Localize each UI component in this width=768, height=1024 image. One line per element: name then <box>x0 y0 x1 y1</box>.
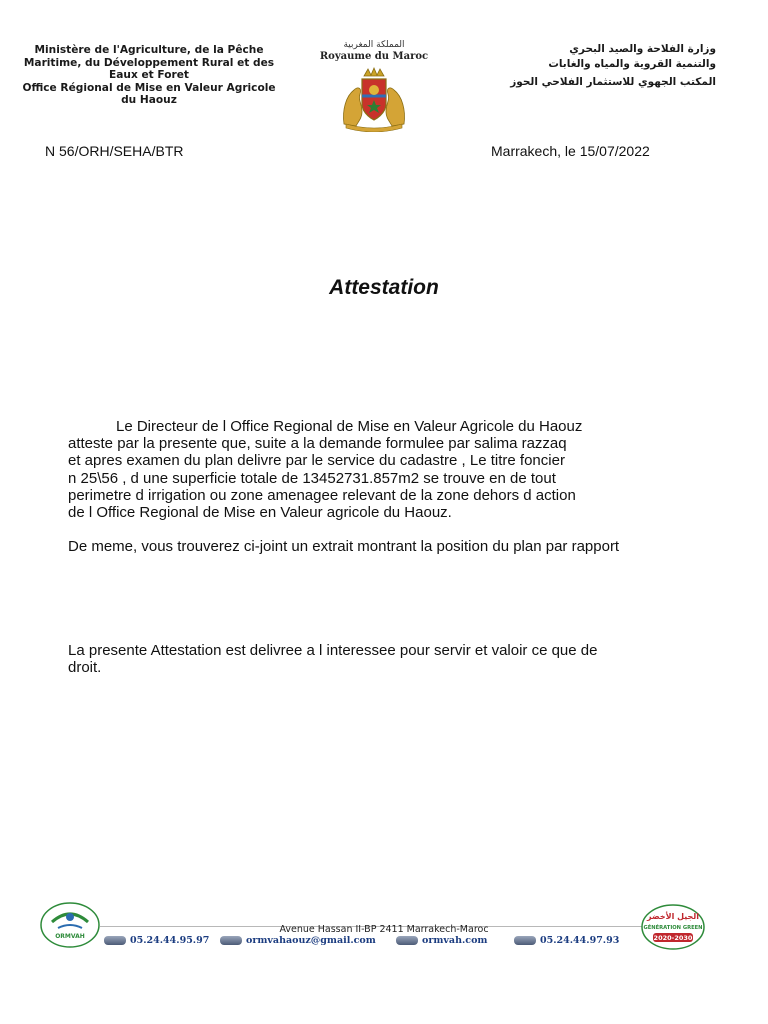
kingdom-emblem-block <box>312 40 436 132</box>
generation-green-text: GÉNÉRATION GREEN <box>643 925 703 931</box>
footer-address: Avenue Hassan II-BP 2411 Marrakech-Maroc <box>279 924 489 935</box>
ministry-line: Ministère de l'Agriculture, de la Pêche <box>34 44 264 56</box>
body-line: perimetre d irrigation ou zone amenagee relevant de la zone dehors d action <box>68 486 576 504</box>
document-title: Attestation <box>329 276 439 299</box>
ministry-line-ar: والتنمية القروية والمياه والغابات <box>548 58 716 70</box>
email-icon <box>220 936 242 945</box>
coat-of-arms-icon <box>338 66 410 132</box>
footer-fax <box>514 935 619 946</box>
body-line: et apres examen du plan delivre par le service du cadastre , Le titre foncier <box>68 452 565 470</box>
ministry-header-fr <box>18 44 280 107</box>
phone-icon <box>104 936 126 945</box>
ormvah-logo-icon <box>40 902 100 948</box>
body-paragraph-2 <box>68 538 708 555</box>
web-icon <box>396 936 418 945</box>
generation-green-logo-icon <box>641 904 705 950</box>
reference-number: N 56/ORH/SEHA/BTR <box>45 143 184 159</box>
footer-phone <box>104 935 209 946</box>
ministry-line: du Haouz <box>121 94 177 107</box>
body-line: de l Office Regional de Mise en Valeur agricole du Haouz. <box>68 504 452 522</box>
ministry-header-ar <box>456 42 716 90</box>
ministry-line-ar: المكتب الجهوي للاستثمار الفلاحي الحوز <box>510 76 716 88</box>
body-line: n 25\56 , d une superficie totale de 13452731.857m2 se trouve en de tout <box>68 469 556 487</box>
body-line: De meme, vous trouverez ci-joint un extrait montrant la position du plan par rapport <box>68 538 620 555</box>
footer-website <box>396 935 487 946</box>
body-paragraph-3 <box>68 642 708 676</box>
ormvah-logo-text: ORMVAH <box>55 933 85 940</box>
document-date: Marrakech, le 15/07/2022 <box>491 143 650 159</box>
generation-green-ar: الجيل الأخضر <box>646 912 700 921</box>
kingdom-name-ar: المملكة المغربية <box>343 40 405 50</box>
phone-number: 05.24.44.95.97 <box>130 935 210 946</box>
ministry-line: Eaux et Foret <box>109 69 189 82</box>
fax-icon <box>514 936 536 945</box>
generation-green-years: 2020-2030 <box>653 934 693 942</box>
footer-email <box>220 935 376 946</box>
body-line: atteste par la presente que, suite a la demande formulee par salima razzaq <box>68 435 567 453</box>
body-line: Le Directeur de l Office Regional de Mise en Valeur Agricole du Haouz <box>116 418 583 435</box>
fax-number: 05.24.44.97.93 <box>540 935 620 946</box>
body-paragraph-1 <box>68 418 708 521</box>
body-line: La presente Attestation est delivree a l interessee pour servir et valoir ce que de <box>68 642 598 659</box>
ministry-line: Maritime, du Développement Rural et des <box>23 56 275 69</box>
body-line: droit. <box>68 659 102 677</box>
website-address: ormvah.com <box>422 935 488 946</box>
ministry-line-ar: وزارة الفلاحة والصيد البحري <box>569 43 716 55</box>
email-address: ormvahaouz@gmail.com <box>246 935 376 946</box>
kingdom-name-fr: Royaume du Maroc <box>319 51 429 62</box>
ministry-line: Office Régional de Mise en Valeur Agricole <box>22 81 276 94</box>
